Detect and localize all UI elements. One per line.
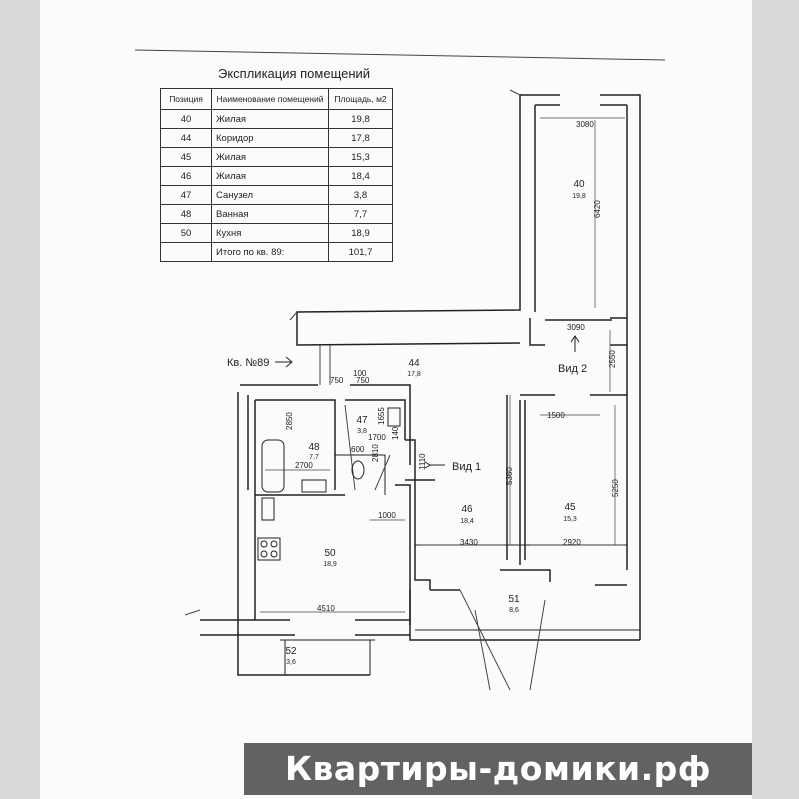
table-row [161,129,393,148]
cell-name: Жилая [212,110,329,129]
cell-empty [161,243,212,262]
dim-3430: 3430 [460,538,478,547]
room-40-number: 40 [573,179,585,190]
cell-position: 48 [161,205,212,224]
cell-name: Жилая [212,148,329,167]
room-45-number: 45 [564,502,576,513]
table-row [161,148,393,167]
table-row [161,186,393,205]
dim-3090: 3090 [567,323,585,332]
cell-area: 18,9 [329,224,393,243]
dim-2700: 2700 [295,461,313,470]
room-46-area: 18,4 [460,518,474,525]
room-52-number: 52 [285,646,297,657]
cell-name: Санузел [212,186,329,205]
cell-position: 44 [161,129,212,148]
explication-title: Экспликация помещений [218,66,371,81]
room-46-number: 46 [461,504,473,515]
cell-position: 40 [161,110,212,129]
header-position: Позиция [161,89,212,110]
bathtub-icon [262,440,284,492]
room-52-area: 3,6 [286,659,296,666]
table-header-row [161,89,393,110]
cell-position: 45 [161,148,212,167]
view-1-label: Вид 1 [452,461,482,473]
explication-table [160,88,393,262]
dim-600: 600 [351,445,365,454]
cell-name: Коридор [212,129,329,148]
room-45-area: 15,3 [563,516,577,523]
dim-5250: 5250 [611,479,620,497]
room-48-number: 48 [308,442,320,453]
dim-3080: 3080 [576,120,594,129]
dim-750b: 750 [356,376,370,385]
room-48-area: 7,7 [309,454,319,461]
dim-2850: 2850 [285,412,294,430]
view-2-label: Вид 2 [558,363,588,375]
header-name: Наименование помещений [212,89,329,110]
cell-name: Жилая [212,167,329,186]
dim-4510: 4510 [317,604,335,613]
cell-area: 15,3 [329,148,393,167]
cell-name: Ванная [212,205,329,224]
room-47-number: 47 [356,415,368,426]
cell-area: 19,8 [329,110,393,129]
cell-area: 3,8 [329,186,393,205]
cell-area: 18,4 [329,167,393,186]
dim-2920: 2920 [563,538,581,547]
room-50-area: 18,9 [323,561,337,568]
cell-name: Кухня [212,224,329,243]
dim-1110: 1110 [418,453,427,470]
room-44-area: 17,8 [407,371,421,378]
room-51-area: 8,6 [509,607,519,614]
sink-icon [388,408,400,426]
dim-2550: 2550 [608,350,617,368]
dim-1000: 1000 [378,511,396,520]
total-value: 101,7 [329,243,393,262]
sink-kitchen-icon [262,498,274,520]
cell-position: 47 [161,186,212,205]
total-label: Итого по кв. 89: [212,243,329,262]
table-row [161,110,393,129]
dim-140: 140 [391,426,400,440]
stove-icon [258,538,280,560]
header-area: Площадь, м2 [329,89,393,110]
room-44-number: 44 [408,358,420,369]
table-row [161,224,393,243]
cell-position: 50 [161,224,212,243]
table-row [161,167,393,186]
cell-position: 46 [161,167,212,186]
washbasin-icon [302,480,326,492]
toilet-icon [352,461,364,479]
room-50-number: 50 [324,548,336,559]
room-51-number: 51 [508,594,520,605]
cell-area: 7,7 [329,205,393,224]
room-47-area: 3,8 [357,428,367,435]
dim-5360: 5360 [505,467,514,485]
dim-750a: 750 [330,376,344,385]
dim-6420: 6420 [593,200,602,218]
table-row [161,205,393,224]
room-40-area: 19,8 [572,193,586,200]
dim-100: 100 [353,369,367,378]
apartment-label: Кв. №89 [227,357,270,369]
table-total-row [161,243,393,262]
dim-2810: 2810 [371,444,380,462]
dim-1500: 1500 [547,411,565,420]
dim-1655: 1655 [377,407,386,425]
watermark-logo: Квартиры-домики.рф [244,743,752,795]
cell-area: 17,8 [329,129,393,148]
dim-1700: 1700 [368,433,386,442]
